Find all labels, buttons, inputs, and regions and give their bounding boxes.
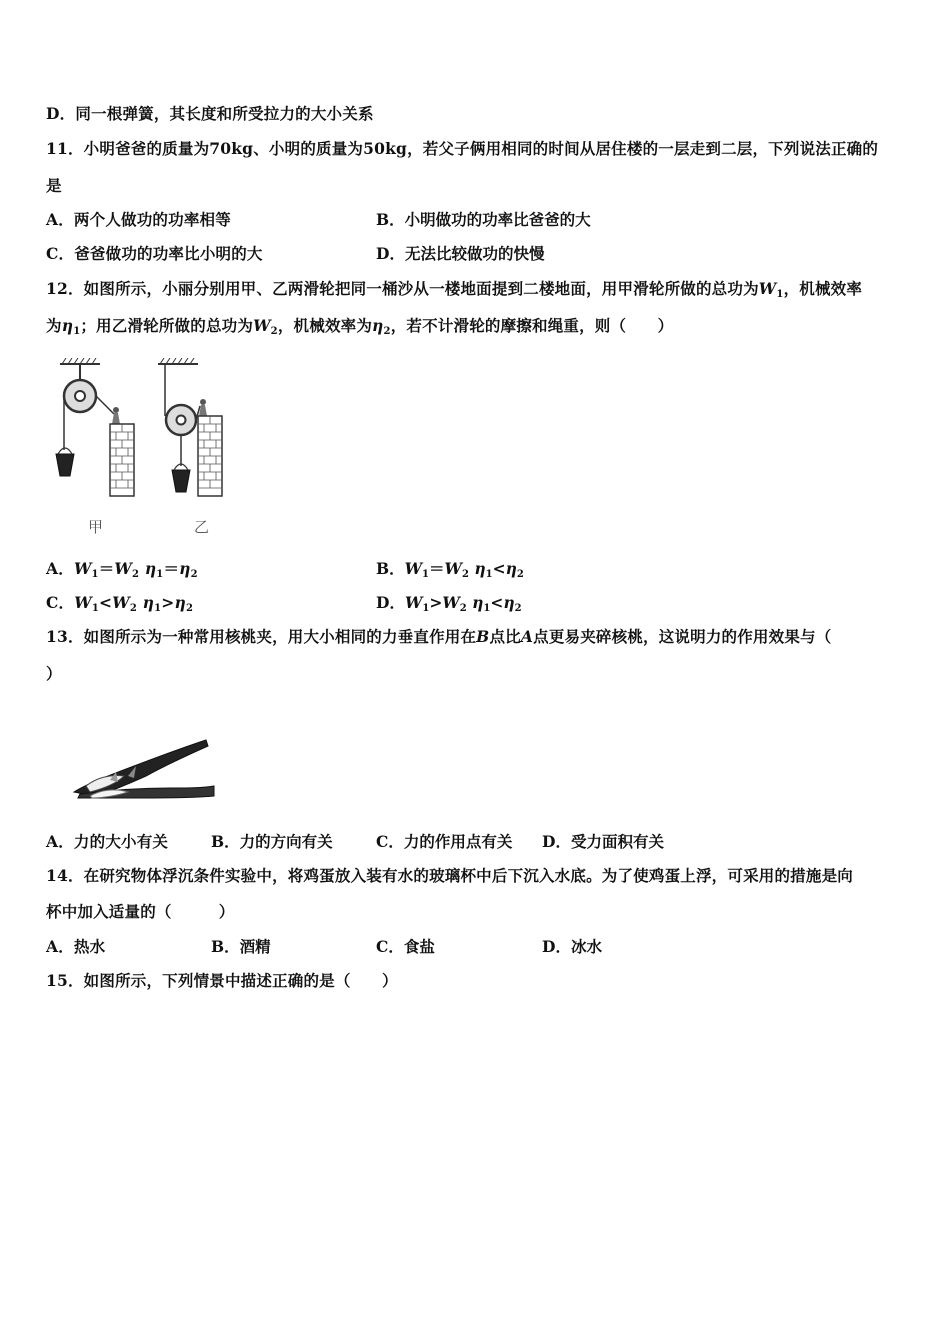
q12-stem-line2: 为$\eta_1$；用乙滑轮所做的总功为$W_2$，机械效率为$\eta_2$，若不计滑轮的摩擦和绳重，则（ ） [46,316,674,337]
q11-option-b: B．小明做功的功率比爸爸的大 [376,210,591,229]
q13-option-b: B．力的方向有关 [211,832,333,851]
label-jia: 甲 [88,518,104,536]
q14-option-a: A．热水 [46,937,106,956]
q13-option-a: A．力的大小有关 [46,832,169,851]
q14-stem-line2: 杯中加入适量的（ ） [46,902,235,921]
q15-stem: 15．如图所示，下列情景中描述正确的是（ ） [46,971,398,990]
q13-stem-line1: 13．如图所示为一种常用核桃夹，用大小相同的力垂直作用在B点比A点更易夹碎核桃，这说明力的作用效果与（ [46,627,832,646]
movable-pulley-diagram [158,358,222,496]
q14-option-b: B．酒精 [211,937,271,956]
q12-option-b: B．$W_1=W_2$ $\eta_1<\eta_2$ [376,559,524,580]
fixed-pulley-diagram [56,358,134,496]
q11-stem-line1: 11．小明爸爸的质量为70kg、小明的质量为50kg，若父子俩用相同的时间从居住楼的一层走到二层，下列说法正确的 [46,139,879,158]
q11-option-d: D．无法比较做功的快慢 [376,244,545,263]
q10-option-d: D．同一根弹簧，其长度和所受拉力的大小关系 [46,104,374,123]
q13-option-d: D．受力面积有关 [542,832,664,851]
q13-option-c: C．力的作用点有关 [376,832,513,851]
q11-option-a: A．两个人做功的功率相等 [46,210,231,229]
q12-pulley-figure [48,358,238,540]
label-yi: 乙 [194,518,210,536]
nutcracker-figure [70,736,220,806]
q12-stem-line1: 12．如图所示，小丽分别用甲、乙两滑轮把同一桶沙从一楼地面提到二楼地面，用甲滑轮所做的总功为$W_1$，机械效率 [46,279,863,300]
q11-option-c: C．爸爸做功的功率比小明的大 [46,244,263,263]
q11-stem-line2: 是 [46,176,62,195]
q14-option-d: D．冰水 [542,937,602,956]
q14-option-c: C．食盐 [376,937,435,956]
q12-option-c: C．$W_1<W_2$ $\eta_1>\eta_2$ [46,593,194,614]
q14-stem-line1: 14．在研究物体浮沉条件实验中，将鸡蛋放入装有水的玻璃杯中后下沉入水底。为了使鸡蛋上浮，可采用的措施是向 [46,866,853,885]
q12-option-a: A．$W_1=W_2$ $\eta_1=\eta_2$ [46,559,198,580]
q12-option-d: D．$W_1>W_2$ $\eta_1<\eta_2$ [376,593,522,614]
q13-stem-line2: ） [46,664,62,683]
